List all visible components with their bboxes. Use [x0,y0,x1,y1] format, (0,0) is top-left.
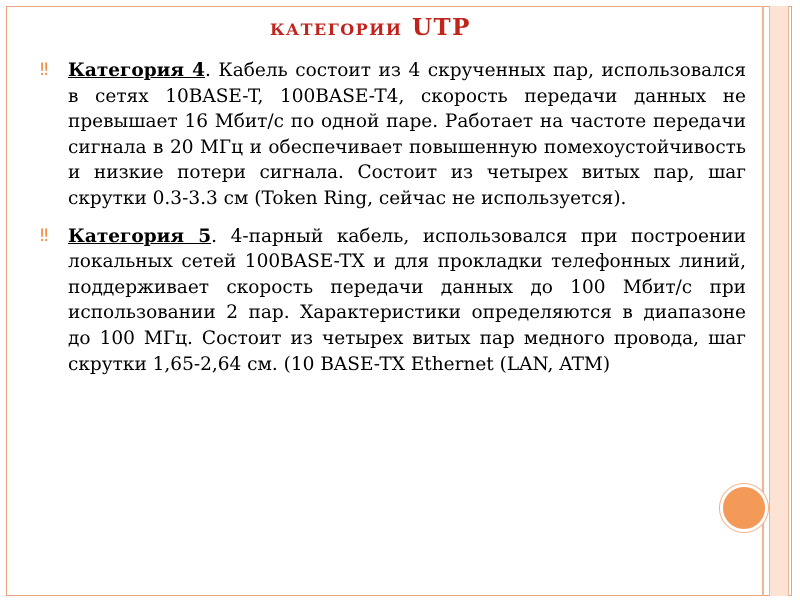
slide-title: категории UTP [270,14,471,41]
paragraph-category-5 [40,224,746,378]
decorative-side-band [769,6,789,596]
slide-content [40,58,746,389]
paragraph-category-4 [40,58,746,212]
decorative-circle [720,484,768,532]
category-5-term: Категория 5 [68,225,212,247]
bullet-icon: ‼ [40,225,49,246]
category-4-text: . Кабель состоит из 4 скрученных пар, использовался в сетях 10BASE-T, 100BASE-T4, скорость передачи данных не превышает 16 Мбит/с по одной паре. Работает на частоте передачи сигнала в 20 МГц и обеспечивает повышенную помехоустойчивость и низкие потери сигнала. Состоит из четырех витых пар, шаг скрутки 0.3-3.3 см (Token Ring, сейчас не используется). [68,60,746,209]
category-5-text: . 4-парный кабель, использовался при построении локальных сетей 100BASE-TX и для прокладки телефонных линий, поддерживает скорость передачи данных до 100 Мбит/с при использовании 2 пар. Характеристики определяются в диапазоне до 100 МГц. Состоит из четырех витых пар медного провода, шаг скрутки 1,65-2,64 см. (10 BASE-TX Ethernet (LAN, ATM) [68,225,746,375]
bullet-icon: ‼ [40,60,49,80]
category-4-term: Категория 4 [68,60,206,81]
